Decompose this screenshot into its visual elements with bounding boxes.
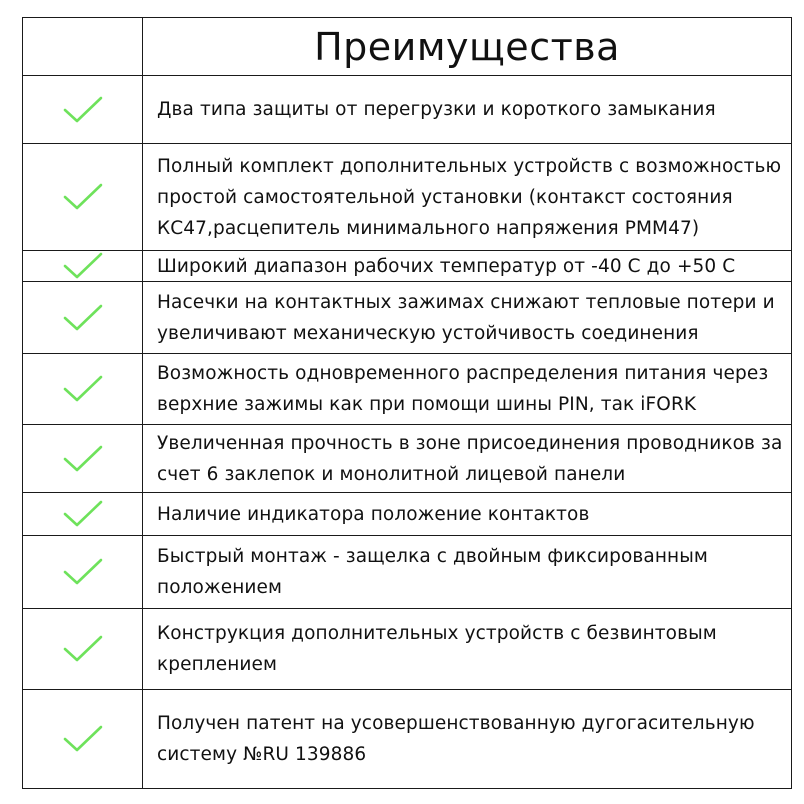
row-text: Быстрый монтаж - защелка с двойным фиксированным положением: [157, 546, 708, 598]
checkmark-icon: [23, 690, 142, 788]
checkmark-icon: [23, 76, 142, 143]
checkmark-icon: [23, 609, 142, 689]
row-text: Конструкция дополнительных устройств с безвинтовым креплением: [157, 623, 717, 675]
row-text: Получен патент на усовершенствованную дугогасительную систему №RU 139886: [157, 713, 755, 765]
table-row: [23, 609, 791, 690]
checkmark-icon: [23, 425, 142, 492]
table-header-row: [23, 18, 791, 76]
row-text: Полный комплект дополнительных устройств с возможностью простой самостоятельной установки (контакст состояния КС47,расцепитель минимального напряжения РММ47): [157, 155, 782, 239]
table-row: [23, 425, 791, 493]
table-row: [23, 493, 791, 536]
row-text: Два типа защиты от перегрузки и короткого замыкания: [157, 99, 716, 120]
row-text: Наличие индикатора положение контактов: [157, 503, 590, 525]
table-row: [23, 354, 791, 425]
checkmark-icon: [23, 536, 142, 608]
table-row: [23, 282, 791, 354]
checkmark-icon: [23, 493, 142, 535]
checkmark-icon: [23, 282, 142, 353]
table-header-title: Преимущества: [314, 24, 620, 69]
table-row: [23, 251, 791, 282]
row-text: Увеличенная прочность в зоне присоединения проводников за счет 6 заклепок и монолитной лицевой панели: [157, 432, 783, 485]
table-row: [23, 536, 791, 609]
checkmark-icon: [23, 144, 142, 250]
table-row: [23, 144, 791, 251]
checkmark-icon: [23, 251, 142, 281]
row-text: Широкий диапазон рабочих температур от -40 С до +50 С: [157, 255, 736, 277]
advantages-table: [22, 17, 792, 789]
checkmark-icon: [23, 354, 142, 424]
table-row: [23, 76, 791, 144]
table-row: [23, 690, 791, 788]
row-text: Насечки на контактных зажимах снижают тепловые потери и увеличивают механическую устойчивость соединения: [157, 291, 775, 344]
row-text: Возможность одновременного распределения питания через верхние зажимы как при помощи шины PIN, так iFORK: [157, 363, 769, 415]
